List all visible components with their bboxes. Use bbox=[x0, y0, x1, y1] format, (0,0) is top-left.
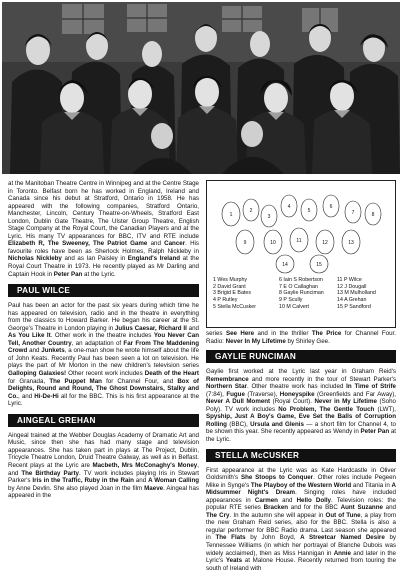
key-number: 2 bbox=[249, 208, 253, 214]
key-entry: 4 P Rutley bbox=[213, 297, 238, 304]
key-entry: 1 Wes Murphy bbox=[213, 277, 248, 283]
key-number: 7 bbox=[351, 210, 355, 216]
key-entry: 13 M Mulholland bbox=[337, 290, 376, 297]
key-number: 8 bbox=[371, 212, 375, 218]
runciman-paragraph: Gaylie first worked at the Lyric last year in Graham Reid's Remembrance and more recently in the tour of Stewart Parker's Northern Star. Other theatre work has included In Time of Strife (7:84), Fugue (Traverse), Honeyspike (Greenfields and Far Away), Never A Dull Moment (Royal Court). Never in My Lifetime (Soho Poly). TV work includes No Problem, The Gentle Touch (LWT), Spyship, Just A Boy's Game, Eve Set the Balls of Corruption Rolling (BBC), Ursula and Glenis — a short film for Channel 4, to be shown this year. She recently appeared as Wendy in Peter Pan at the Lyric. bbox=[206, 368, 397, 444]
key-number: 9 bbox=[243, 240, 247, 246]
key-number: 14 bbox=[282, 262, 288, 268]
key-number: 11 bbox=[296, 238, 302, 244]
key-number: 15 bbox=[316, 262, 322, 268]
grehan-continued-paragraph: series See Here and in the thriller The Price for Channel Four. Radio: Never In My Lifetime by Shirley Gee. bbox=[206, 330, 396, 345]
heading-stella-mccusker: STELLA McCUSKER bbox=[206, 449, 396, 462]
right-column bbox=[206, 180, 396, 572]
key-number: 5 bbox=[307, 208, 311, 214]
key-number: 13 bbox=[348, 240, 354, 246]
key-entry: 10 M Calvert bbox=[279, 303, 310, 310]
intro-paragraph: at the Manitoban Theatre Centre in Winnipeg and at the Centre Stage in Toronto. Belfast born he has worked in England, Ireland and Canada since his debut at Stratford, Ontario in 1958. He has appeared with the following companies, Stratford Ontario, Manchester, Lincoln, Century Theatre-on-Wheels, Stratford East London, Dublin Gate Theatre, The Ulster Group Theatre, English Stage Company at the Royal Court, the Canadian Players and at the Lyric. His many TV appearances for BBC, ITV and RTE include Elizabeth R, The Sweeney, The Patriot Game and Cancer. His favourite roles have been as Sherlock Holmes, Ralph Nickleby in Nicholas Nickleby and as Ian Paisley in England's Ireland at the Royal Court Theatre in 1973. He recently played as Mr Darling and Captain Hook in Peter Pan at the Lyric. bbox=[8, 180, 200, 278]
key-entry: 2 David Grant bbox=[213, 283, 246, 290]
key-entry: 7 E O Callaghan bbox=[279, 283, 318, 290]
key-entry: 11 P Wilce bbox=[337, 277, 362, 283]
key-entry: 8 Gaylie Runciman bbox=[279, 290, 324, 297]
key-entry: 9 P Scully bbox=[279, 297, 303, 304]
key-entry: 3 Brigid E Bates bbox=[213, 290, 251, 297]
key-entry: 6 Iain S Robertson bbox=[279, 277, 323, 283]
heading-gaylie-runciman: GAYLIE RUNCIMAN bbox=[206, 350, 396, 363]
key-list bbox=[213, 277, 393, 311]
wilce-paragraph: Paul has been an actor for the past six years during which time he has appeared on television, radio and in the theatre in everything from the classics to Howard Barker. He began his career at the St. George's Theatre in London playing in Julius Caesar, Richard II and As You Like It. Other work in the theatre includes You Never Can Tell, Another Country, an adaptation of Far From The Maddening Crowd and Junkets, a one-man show he wrote himself about the life of John Keats. Recently Paul has been seen a lot on television. He plays the part of Mr Morton in the new children's television series Galloping Galaxies! Other recent work includes Death of the Heart for Granada, The Puppet Man for Channel Four, and Box of Delights, Round and Round, The Ghost Downstairs, Stalky and Co., and Hi-De-Hi all for the BBC. This is his first appearance at the Lyric. bbox=[8, 302, 200, 408]
key-number: 1 bbox=[229, 212, 233, 218]
key-entry: 15 P Sandford bbox=[337, 303, 371, 310]
photo-key-diagram bbox=[219, 184, 385, 274]
left-column bbox=[8, 180, 199, 500]
key-entry: 12 J Dougall bbox=[337, 283, 367, 290]
key-number: 3 bbox=[267, 214, 271, 220]
key-number: 12 bbox=[322, 240, 328, 246]
key-number: 10 bbox=[270, 240, 276, 246]
heading-paul-wilce: PAUL WILCE bbox=[8, 284, 199, 297]
key-entry: 14 A Grehan bbox=[337, 297, 367, 304]
mccusker-paragraph: First appearance at the Lyric was as Kate Hardcastle in Oliver Goldsmith's She Stoops to Conquer. Other roles include Pegeen Mike in Synge's The Playboy of the Western World and Titania in A Midsummer Night's Dream. Singing roles have included appearances in Carmen and Hello Dolly. Television roles: the popular RTE series Bracken and for the BBC Aunt Suzanne and The Cry. In the autumn she will appear in Out of Tune, a play from the new Graham Reid series, also for the BBC. Stella is also a regular performer for BBC Radio drama. Last season she appeared in The Flats by John Boyd, A Streetcar Named Desire by Tennessee Williams (in which her portrayal of Blanche Dubois was widely acclaimed), then as Miss Hannigan in Annie and later in the Lyric's Yeats at Malone House. Recently returned from touring the south of Ireland with bbox=[206, 466, 397, 572]
key-number: 4 bbox=[287, 204, 291, 210]
cast-photo bbox=[2, 2, 400, 174]
photo-key-box bbox=[206, 180, 396, 328]
heading-aingeal-grehan: AINGEAL GREHAN bbox=[8, 414, 199, 427]
key-entry: 5 Stella McCusker bbox=[213, 303, 256, 310]
grehan-paragraph: Aingeal trained at the Webber Douglas Academy of Dramatic Art and Music, since then she has had many stage and television appearances. She has taken part in plays at The Project, Dublin, Tricycle Theatre London, Druid Theatre Galway, as well as in Belfast. Recent plays at the Lyric are Macbeth, Mrs McConaghy's Money, and The Birthday Party. TV work includes playing Iris in Stewart Parker's Iris in the Traffic, Ruby in the Rain and A Woman Calling by Anne Devlin. She also played Joan in the film Maeve. Aingeal has appeared in the bbox=[8, 431, 199, 500]
key-number: 6 bbox=[329, 204, 333, 210]
